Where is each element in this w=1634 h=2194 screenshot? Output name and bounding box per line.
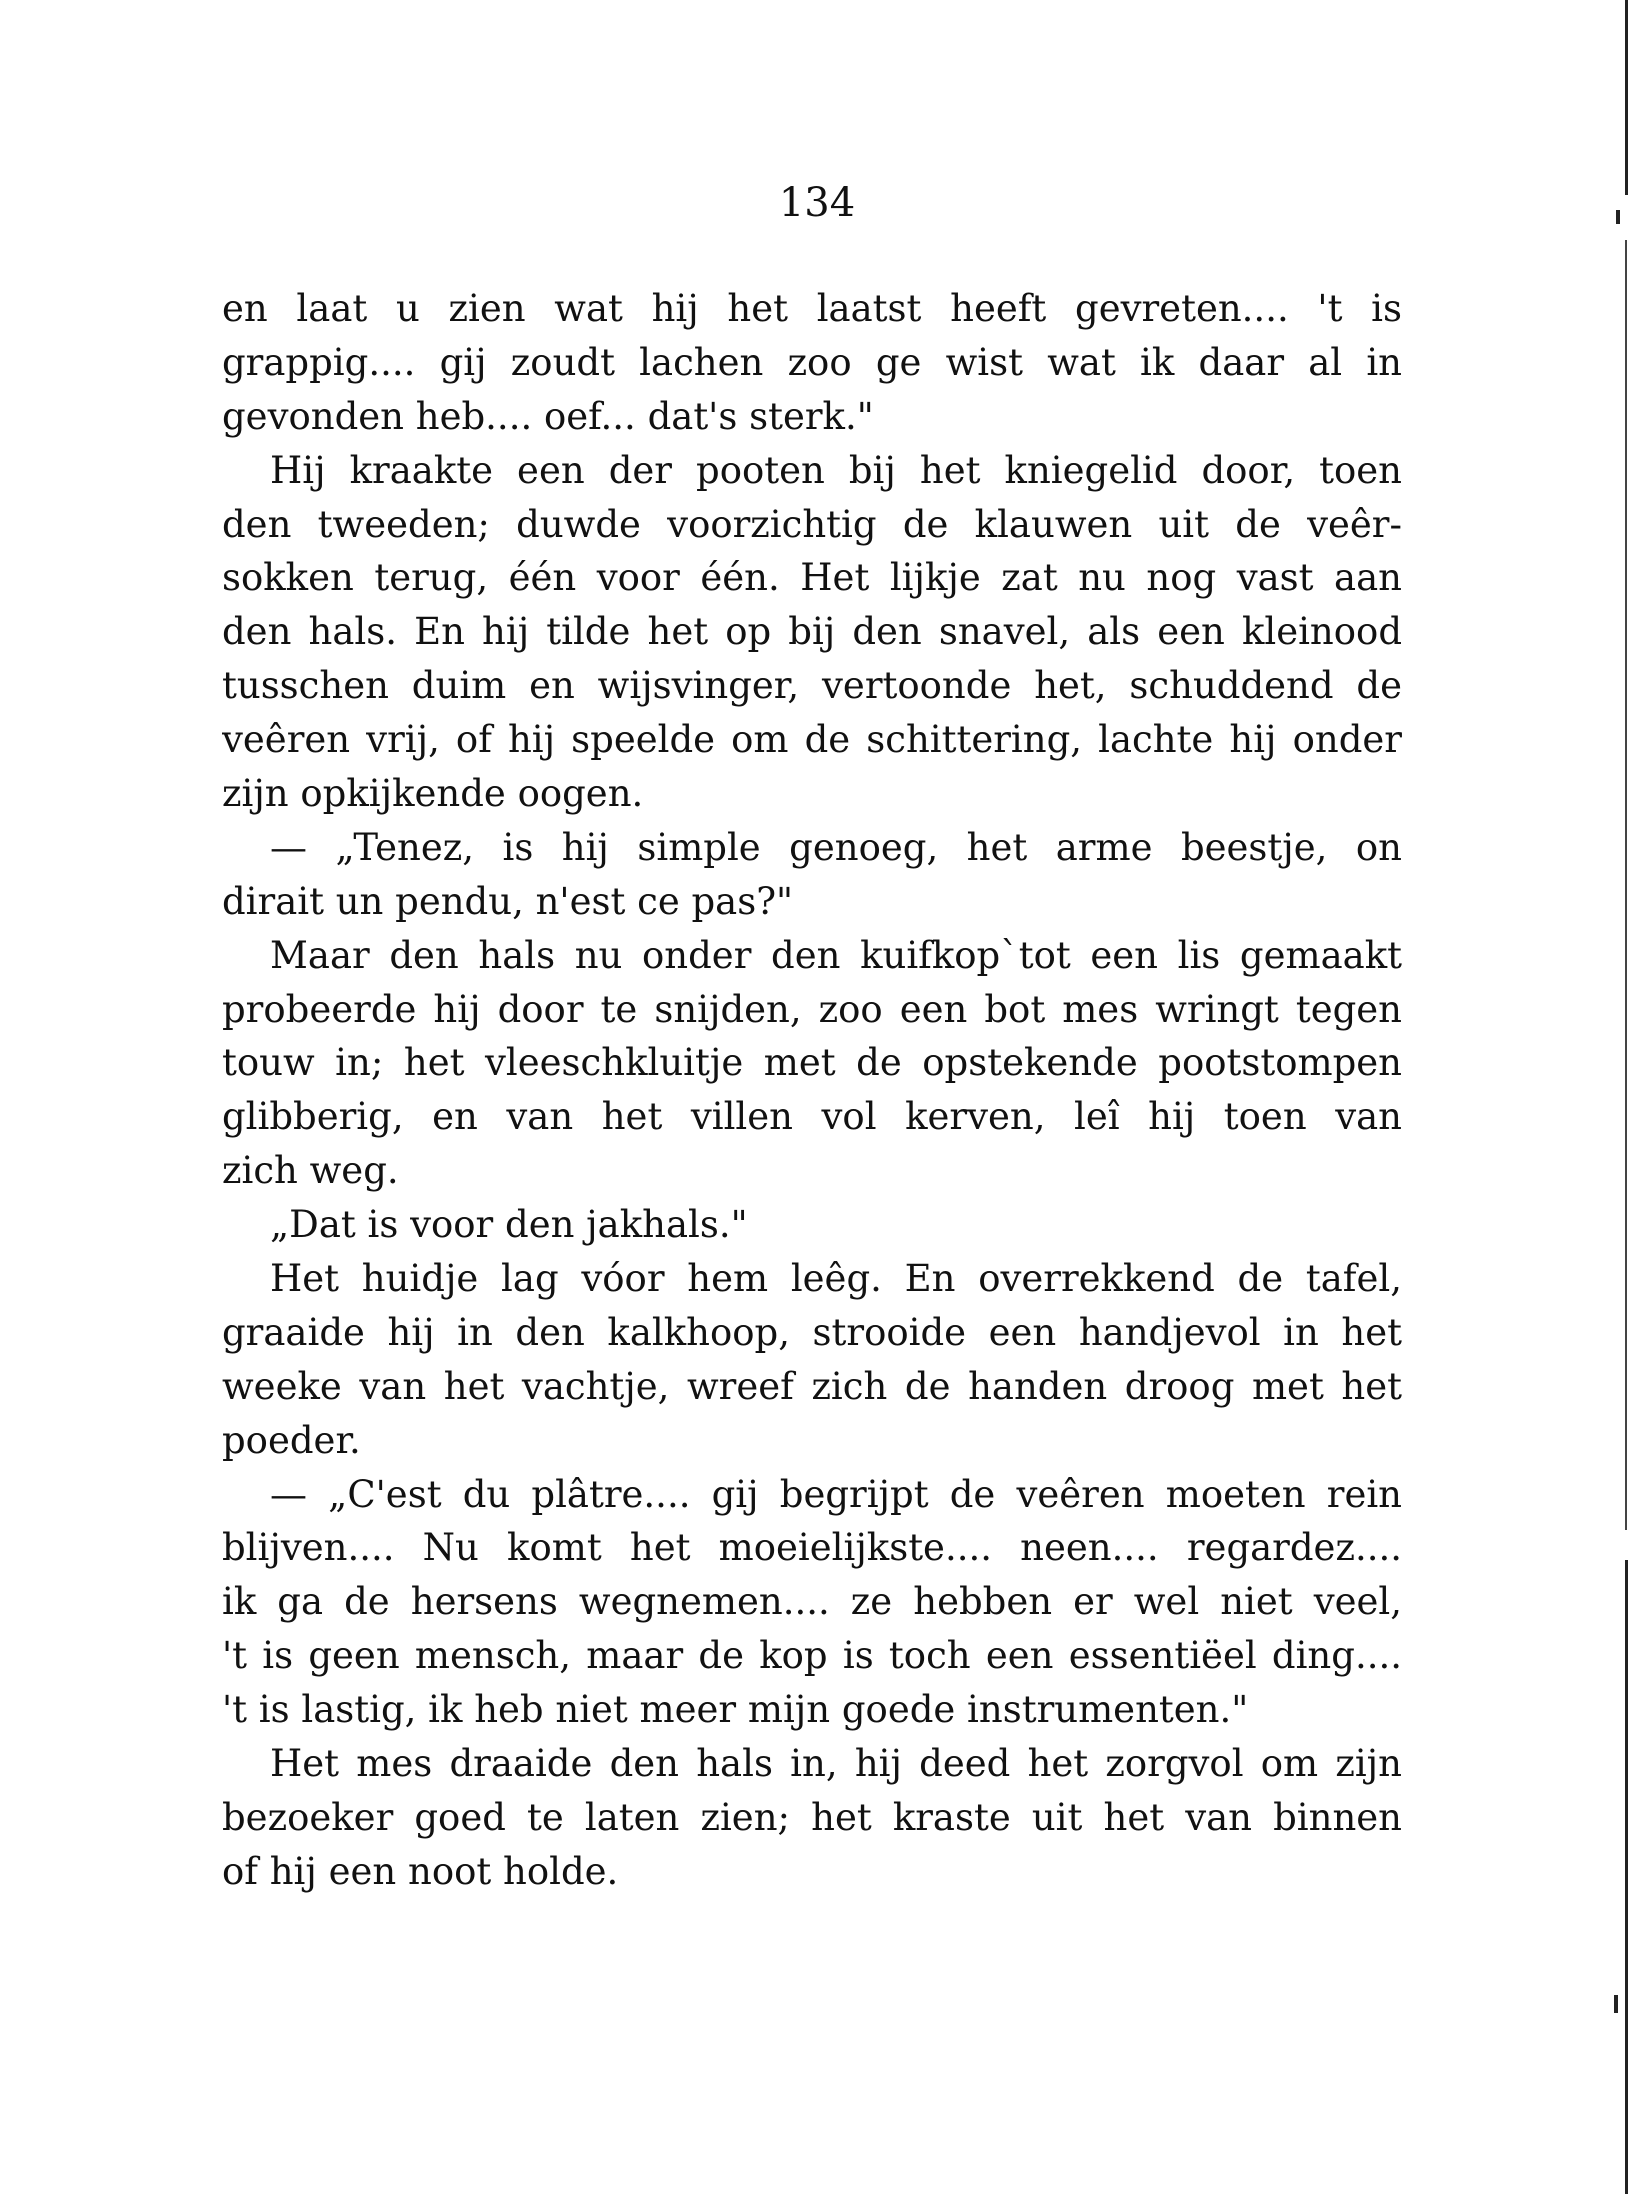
text-line: Maar den hals nu onder den kuifkop`tot een lis gemaakt <box>270 933 1402 977</box>
page-number: 134 <box>778 180 856 226</box>
text-line: tusschen duim en wijsvinger, vertoonde het, schuddend de <box>222 664 1402 708</box>
text-line: — „C'est du plâtre.... gij begrijpt de veêren moeten rein <box>270 1472 1402 1516</box>
text-line: touw in; het vleeschkluitje met de opstekende pootstompen <box>222 1041 1402 1085</box>
text-line: probeerde hij door te snijden, zoo een bot mes wringt tegen <box>222 987 1402 1031</box>
text-line: sokken terug, één voor één. Het lijkje zat nu nog vast aan <box>222 556 1402 600</box>
page-edge-mark <box>1625 1560 1628 2194</box>
text-line: dirait un pendu, n'est ce pas?" <box>222 879 794 923</box>
text-line: „Dat is voor den jakhals." <box>270 1203 748 1247</box>
text-line: graaide hij in den kalkhoop, strooide een handjevol in het <box>222 1310 1402 1354</box>
text-line: grappig.... gij zoudt lachen zoo ge wist wat ik daar al in <box>222 340 1402 384</box>
text-line: ik ga de hersens wegnemen.... ze hebben er wel niet veel, <box>222 1580 1402 1624</box>
page-edge-mark <box>1625 240 1627 1530</box>
text-line: weeke van het vachtje, wreef zich de handen droog met het <box>222 1364 1402 1408</box>
text-line: veêren vrij, of hij speelde om de schittering, lachte hij onder <box>222 718 1402 762</box>
page-edge-dot <box>1616 210 1620 224</box>
text-line: Het mes draaide den hals in, hij deed het zorgvol om zijn <box>270 1742 1402 1786</box>
text-line: den hals. En hij tilde het op bij den snavel, als een kleinood <box>222 610 1402 654</box>
text-line: poeder. <box>222 1418 361 1462</box>
text-line: — „Tenez, is hij simple genoeg, het arme beestje, on <box>270 825 1402 869</box>
text-line: bezoeker goed te laten zien; het kraste uit het van binnen <box>222 1795 1402 1839</box>
body-text <box>222 282 1402 1899</box>
text-line: 't is lastig, ik heb niet meer mijn goede instrumenten." <box>222 1688 1249 1732</box>
page-edge-mark <box>1625 0 1628 195</box>
text-line: zijn opkijkende oogen. <box>222 772 644 816</box>
page-edge-dot <box>1614 1995 1618 2013</box>
text-line: 't is geen mensch, maar de kop is toch een essentiëel ding.... <box>222 1634 1402 1678</box>
text-line: of hij een noot holde. <box>222 1849 619 1893</box>
text-line: den tweeden; duwde voorzichtig de klauwen uit de veêr- <box>222 502 1402 546</box>
text-line: blijven.... Nu komt het moeielijkste.... neen.... regardez.... <box>222 1526 1402 1570</box>
text-line: en laat u zien wat hij het laatst heeft gevreten.... 't is <box>222 287 1402 330</box>
text-line: gevonden heb.... oef... dat's sterk." <box>222 394 874 438</box>
text-line: Het huidje lag vóor hem leêg. En overrekkend de tafel, <box>270 1257 1402 1301</box>
text-line: zich weg. <box>222 1149 399 1193</box>
text-line: glibberig, en van het villen vol kerven, leî hij toen van <box>222 1095 1402 1139</box>
text-line: Hij kraakte een der pooten bij het kniegelid door, toen <box>270 448 1402 492</box>
